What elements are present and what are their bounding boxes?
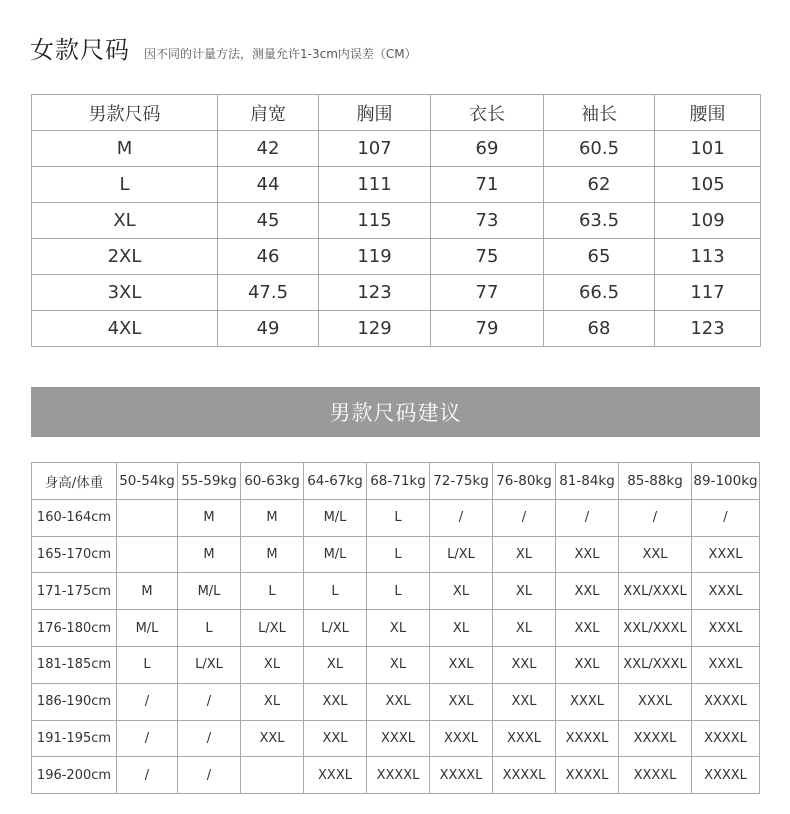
recommendation-row (32, 683, 760, 720)
recommendation-row (32, 573, 760, 610)
recommendation-banner (31, 387, 760, 437)
table-cell: XXL (367, 683, 430, 720)
table-cell: XXXL (430, 720, 493, 757)
table-cell: / (619, 499, 692, 536)
table-cell: M/L (178, 573, 241, 610)
table-cell: XXXL (692, 573, 760, 610)
column-header: 50-54kg (117, 463, 178, 500)
size-chart-row (32, 167, 761, 203)
recommendation-header-row (32, 463, 760, 500)
table-cell: L (241, 573, 304, 610)
row-label-cell: 196-200cm (32, 757, 117, 794)
table-cell: L (117, 646, 178, 683)
row-label-cell: 181-185cm (32, 646, 117, 683)
table-cell: XXXL (692, 610, 760, 647)
table-cell: 119 (319, 239, 431, 275)
page-title: 女款尺码 (30, 36, 130, 64)
table-cell: M/L (304, 536, 367, 573)
table-cell: 129 (319, 311, 431, 347)
table-cell: / (178, 683, 241, 720)
table-cell: XXL/XXXL (619, 646, 692, 683)
size-recommendation-table (31, 462, 760, 794)
table-cell: XXXXL (556, 757, 619, 794)
table-cell: XXXXL (430, 757, 493, 794)
recommendation-row (32, 610, 760, 647)
column-header: 胸围 (319, 95, 431, 131)
table-cell: 62 (544, 167, 655, 203)
column-header: 64-67kg (304, 463, 367, 500)
table-cell: XL (241, 683, 304, 720)
table-cell: XXXXL (692, 720, 760, 757)
column-header: 男款尺码 (32, 95, 218, 131)
table-cell: M (178, 536, 241, 573)
table-cell: 115 (319, 203, 431, 239)
table-cell: XXL (493, 646, 556, 683)
table-cell: / (117, 683, 178, 720)
table-cell: XXXXL (619, 720, 692, 757)
column-header: 身高/体重 (32, 463, 117, 500)
measurement-note: 因不同的计量方法，测量允许1-3cm内误差（CM） (144, 47, 417, 61)
table-cell: XXL (556, 536, 619, 573)
column-header: 衣长 (431, 95, 544, 131)
table-cell: 46 (218, 239, 319, 275)
column-header: 81-84kg (556, 463, 619, 500)
row-label-cell: 165-170cm (32, 536, 117, 573)
table-cell: XXXL (556, 683, 619, 720)
size-chart-table (31, 94, 761, 347)
table-cell: XXL (304, 720, 367, 757)
table-cell: XL (367, 610, 430, 647)
table-cell: XXXL (692, 536, 760, 573)
table-cell: 69 (431, 131, 544, 167)
table-cell: XXXXL (692, 683, 760, 720)
column-header: 袖长 (544, 95, 655, 131)
table-cell: M (178, 499, 241, 536)
table-cell (241, 757, 304, 794)
table-cell: XXXL (692, 646, 760, 683)
table-cell: 63.5 (544, 203, 655, 239)
table-cell: 42 (218, 131, 319, 167)
size-chart-row (32, 131, 761, 167)
column-header: 腰围 (655, 95, 761, 131)
table-cell: L/XL (430, 536, 493, 573)
table-cell: 109 (655, 203, 761, 239)
table-cell: 77 (431, 275, 544, 311)
column-header: 72-75kg (430, 463, 493, 500)
table-cell: XXL (241, 720, 304, 757)
table-cell: XL (367, 646, 430, 683)
row-label-cell: 171-175cm (32, 573, 117, 610)
table-cell: XXXXL (367, 757, 430, 794)
table-cell: L (367, 499, 430, 536)
column-header: 肩宽 (218, 95, 319, 131)
recommendation-row (32, 720, 760, 757)
table-cell: XXL (430, 683, 493, 720)
column-header: 89-100kg (692, 463, 760, 500)
size-chart-row (32, 275, 761, 311)
table-cell: 123 (319, 275, 431, 311)
recommendation-title: 男款尺码建议 (329, 401, 462, 425)
table-cell: XXXXL (619, 757, 692, 794)
table-cell: XXL (304, 683, 367, 720)
table-cell: / (117, 720, 178, 757)
table-cell: L (367, 573, 430, 610)
column-header: 76-80kg (493, 463, 556, 500)
row-label-cell: 2XL (32, 239, 218, 275)
table-cell: XXXXL (692, 757, 760, 794)
table-cell: 73 (431, 203, 544, 239)
table-cell: 66.5 (544, 275, 655, 311)
size-chart-header-row (32, 95, 761, 131)
table-cell: / (117, 757, 178, 794)
table-cell: 49 (218, 311, 319, 347)
column-header: 55-59kg (178, 463, 241, 500)
table-cell: 44 (218, 167, 319, 203)
table-cell: XL (493, 610, 556, 647)
table-cell: / (178, 720, 241, 757)
table-cell: 79 (431, 311, 544, 347)
table-cell: / (556, 499, 619, 536)
table-cell: XL (493, 536, 556, 573)
table-cell: / (493, 499, 556, 536)
table-cell: 45 (218, 203, 319, 239)
table-cell: XL (304, 646, 367, 683)
table-cell: 107 (319, 131, 431, 167)
table-cell: XXXXL (556, 720, 619, 757)
table-cell: M (241, 536, 304, 573)
table-cell: XXXL (367, 720, 430, 757)
recommendation-row (32, 757, 760, 794)
table-cell: XXL/XXXL (619, 610, 692, 647)
size-chart-row (32, 311, 761, 347)
recommendation-row (32, 536, 760, 573)
table-cell: XXXXL (493, 757, 556, 794)
table-cell: XXXL (493, 720, 556, 757)
table-cell: 113 (655, 239, 761, 275)
table-cell: XL (493, 573, 556, 610)
table-cell (117, 499, 178, 536)
table-cell: 75 (431, 239, 544, 275)
recommendation-row (32, 646, 760, 683)
row-label-cell: 160-164cm (32, 499, 117, 536)
table-cell: 71 (431, 167, 544, 203)
size-chart-row (32, 203, 761, 239)
table-cell: 117 (655, 275, 761, 311)
table-cell: 65 (544, 239, 655, 275)
row-label-cell: XL (32, 203, 218, 239)
table-cell: 105 (655, 167, 761, 203)
row-label-cell: M (32, 131, 218, 167)
column-header: 68-71kg (367, 463, 430, 500)
table-cell: 47.5 (218, 275, 319, 311)
table-cell: XXL (556, 610, 619, 647)
table-cell: 111 (319, 167, 431, 203)
table-cell: M (117, 573, 178, 610)
column-header: 60-63kg (241, 463, 304, 500)
table-cell: XXL (430, 646, 493, 683)
table-cell: 123 (655, 311, 761, 347)
table-cell: 68 (544, 311, 655, 347)
table-cell: XL (430, 573, 493, 610)
table-cell: XL (241, 646, 304, 683)
page-header (30, 30, 417, 64)
table-cell: L/XL (304, 610, 367, 647)
table-cell: / (178, 757, 241, 794)
table-cell: XXL (493, 683, 556, 720)
table-cell: XXL (556, 573, 619, 610)
table-cell: L/XL (241, 610, 304, 647)
table-cell: 101 (655, 131, 761, 167)
table-cell: / (430, 499, 493, 536)
row-label-cell: 176-180cm (32, 610, 117, 647)
row-label-cell: 3XL (32, 275, 218, 311)
row-label-cell: L (32, 167, 218, 203)
table-cell: / (692, 499, 760, 536)
table-cell: XL (430, 610, 493, 647)
table-cell: 60.5 (544, 131, 655, 167)
row-label-cell: 191-195cm (32, 720, 117, 757)
table-cell: XXXL (619, 683, 692, 720)
table-cell: L/XL (178, 646, 241, 683)
table-cell: L (304, 573, 367, 610)
table-cell: XXL/XXXL (619, 573, 692, 610)
table-cell: M/L (304, 499, 367, 536)
table-cell: XXL (556, 646, 619, 683)
table-cell: XXL (619, 536, 692, 573)
table-cell: M/L (117, 610, 178, 647)
table-cell: L (178, 610, 241, 647)
table-cell: XXXL (304, 757, 367, 794)
table-cell: L (367, 536, 430, 573)
recommendation-row (32, 499, 760, 536)
size-chart-row (32, 239, 761, 275)
table-cell (117, 536, 178, 573)
row-label-cell: 186-190cm (32, 683, 117, 720)
row-label-cell: 4XL (32, 311, 218, 347)
table-cell: M (241, 499, 304, 536)
column-header: 85-88kg (619, 463, 692, 500)
